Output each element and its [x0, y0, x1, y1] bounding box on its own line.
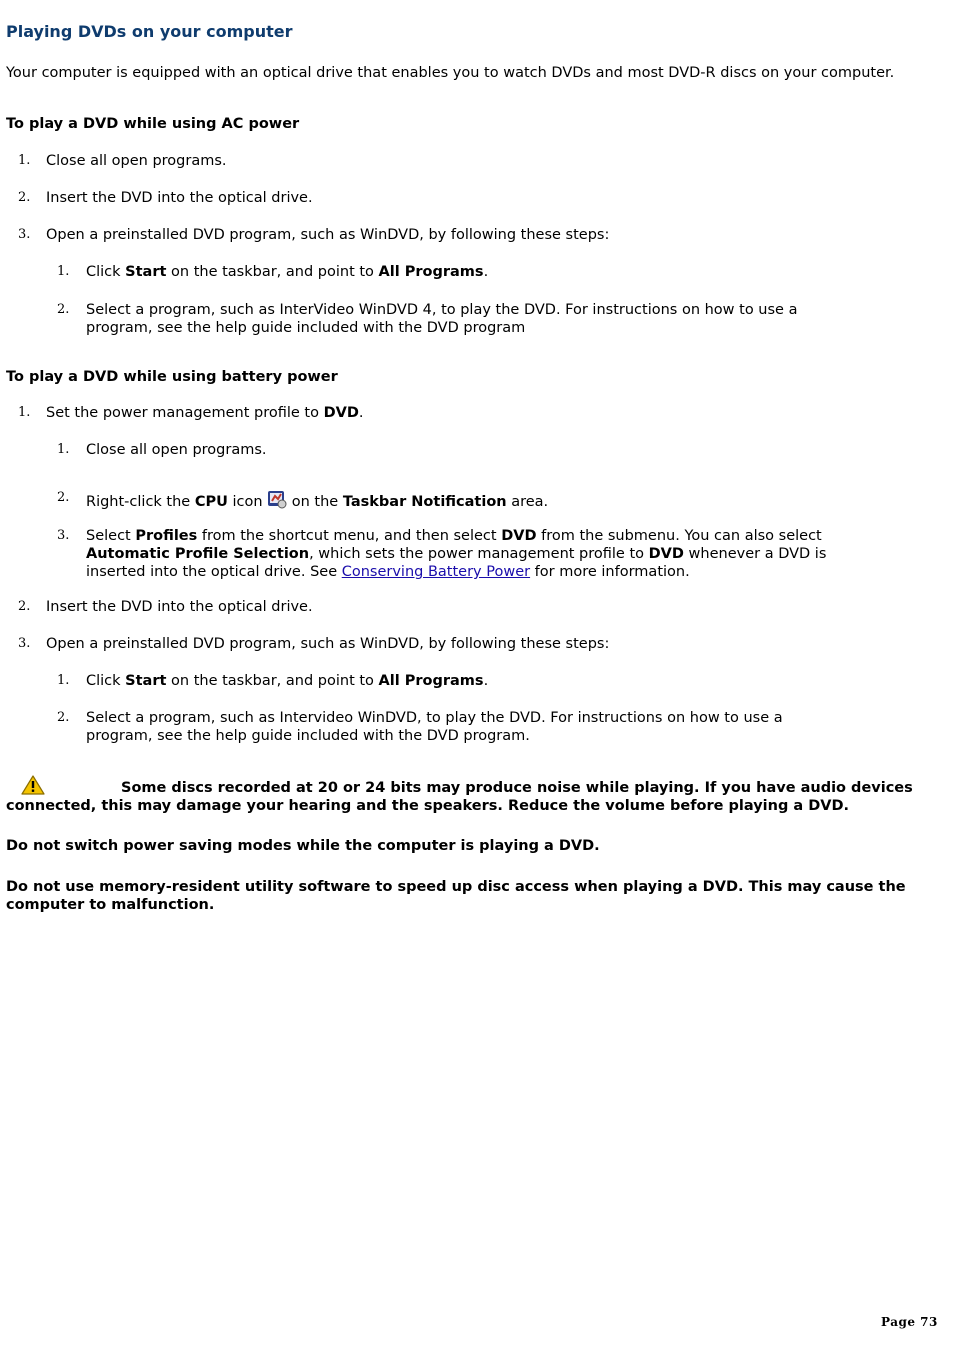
- substep-number: 2.: [57, 710, 70, 725]
- section-heading-battery: To play a DVD while using battery power: [6, 369, 338, 385]
- step-text: Set the power management profile to DVD.: [46, 405, 364, 421]
- step-text: Insert the DVD into the optical drive.: [46, 599, 313, 615]
- step-number: 2.: [18, 599, 31, 614]
- substep-text: Select a program, such as Intervideo WinDVD, to play the DVD. For instructions on how to use a program, see the help guide included with the DVD program.: [86, 710, 783, 744]
- warning-text: Some discs recorded at 20 or 24 bits may produce noise while playing. If you have audio devices connected, this may damage your hearing and the speakers. Reduce the volume before playing a DVD.: [6, 780, 913, 814]
- warning-text: Do not use memory-resident utility software to speed up disc access when playing a DVD. This may cause the computer to malfunction.: [6, 879, 906, 913]
- substep-number: 1.: [57, 673, 70, 688]
- step-text: Open a preinstalled DVD program, such as WinDVD, by following these steps:: [46, 227, 610, 243]
- substep-number: 3.: [57, 528, 70, 543]
- substep-number: 1.: [57, 442, 70, 457]
- substep-text: Close all open programs.: [86, 442, 267, 458]
- substep-text: Select a program, such as InterVideo WinDVD 4, to play the DVD. For instructions on how to use a program, see the help guide included with the DVD program: [86, 302, 798, 336]
- page-number: Page 73: [881, 1315, 938, 1329]
- substep-number: 2.: [57, 490, 70, 505]
- warning-text: Do not switch power saving modes while the computer is playing a DVD.: [6, 838, 600, 854]
- step-number: 1.: [18, 153, 31, 168]
- page-title: Playing DVDs on your computer: [6, 22, 293, 41]
- substep-text: Click Start on the taskbar, and point to All Programs.: [86, 264, 489, 280]
- conserving-battery-power-link[interactable]: Conserving Battery Power: [341, 564, 531, 580]
- step-text: Insert the DVD into the optical drive.: [46, 190, 313, 206]
- intro-paragraph: Your computer is equipped with an optical drive that enables you to watch DVDs and most DVD-R discs on your computer.: [6, 65, 895, 81]
- cpu-icon: [267, 489, 287, 509]
- substep-text: Click Start on the taskbar, and point to All Programs.: [86, 673, 489, 689]
- step-number: 1.: [18, 405, 31, 420]
- step-text: Close all open programs.: [46, 153, 227, 169]
- substep-number: 2.: [57, 302, 70, 317]
- substep-text: Right-click the CPU icon on the Taskbar Notification area.: [86, 489, 886, 511]
- step-text: Open a preinstalled DVD program, such as WinDVD, by following these steps:: [46, 636, 610, 652]
- step-number: 3.: [18, 636, 31, 651]
- substep-text: Select Profiles from the shortcut menu, and then select DVD from the submenu. You can also select Automatic Profile Selection, which sets the power management profile to DVD whenever a DVD is inserted into the optical drive. See Conserving Battery Power for more information.: [86, 528, 827, 580]
- substep-number: 1.: [57, 264, 70, 279]
- section-heading-ac: To play a DVD while using AC power: [6, 116, 300, 132]
- step-number: 3.: [18, 227, 31, 242]
- step-number: 2.: [18, 190, 31, 205]
